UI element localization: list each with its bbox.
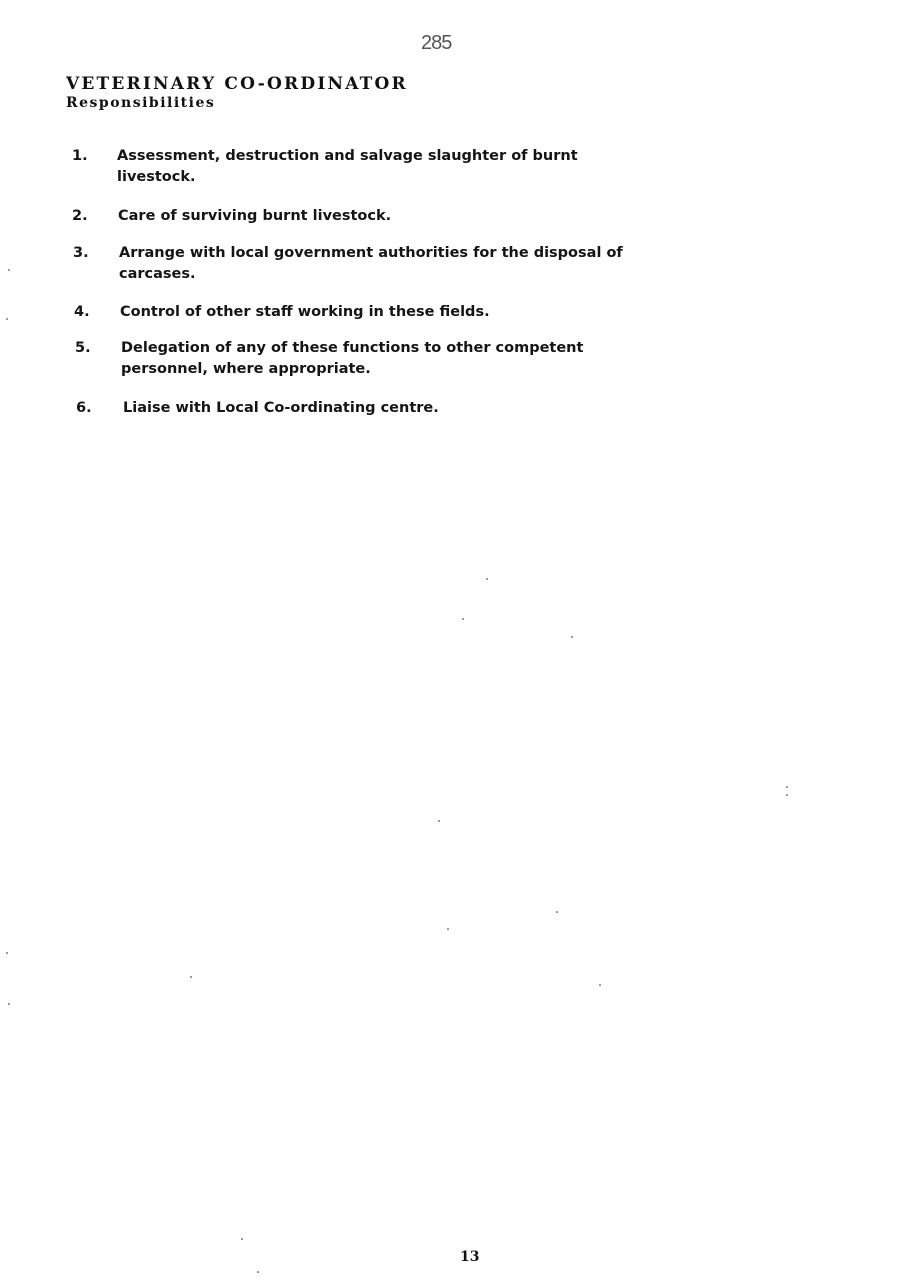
item-text-line: Liaise with Local Co-ordinating centre. [123,400,439,416]
item-text [121,338,583,380]
scan-speck [6,952,8,954]
item-number: 3. [73,245,89,261]
item-text [118,206,391,227]
item-text-line: Delegation of any of these functions to other competent [121,340,584,356]
item-number: 4. [74,304,90,320]
scan-speck [556,911,558,913]
item-text-line: Arrange with local government authorities for the disposal of [119,245,623,261]
item-text [120,302,490,323]
item-text [117,146,578,188]
scan-speck [786,786,788,788]
scan-speck [438,820,440,822]
item-number: 1. [72,148,88,164]
item-text-line: livestock. [117,169,196,185]
scan-speck [447,928,449,930]
item-text-line: Control of other staff working in these fields. [120,304,490,320]
item-number: 2. [72,208,88,224]
scan-speck [6,318,8,320]
stamped-page-number: 285 [421,32,452,54]
scan-speck [190,976,192,978]
scan-speck [462,618,464,620]
heading-block [66,74,408,112]
document-title: VETERINARY CO-ORDINATOR [66,74,408,94]
item-text-line: personnel, where appropriate. [121,361,371,377]
item-text-line: carcases. [119,266,196,282]
item-number: 5. [75,340,91,356]
scan-speck [257,1271,259,1273]
scan-speck [486,578,488,580]
page-number: 13 [460,1249,480,1265]
scan-speck [599,984,601,986]
scan-speck [241,1238,243,1240]
document-subtitle: Responsibilities [66,95,216,111]
item-number: 6. [76,400,92,416]
scan-speck [571,636,573,638]
item-text [123,398,439,419]
scan-speck [8,269,10,271]
scan-speck [8,1003,10,1005]
item-text-line: Care of surviving burnt livestock. [118,208,392,224]
scan-speck [786,794,788,796]
item-text [119,243,623,285]
item-text-line: Assessment, destruction and salvage slaughter of burnt [117,148,578,164]
